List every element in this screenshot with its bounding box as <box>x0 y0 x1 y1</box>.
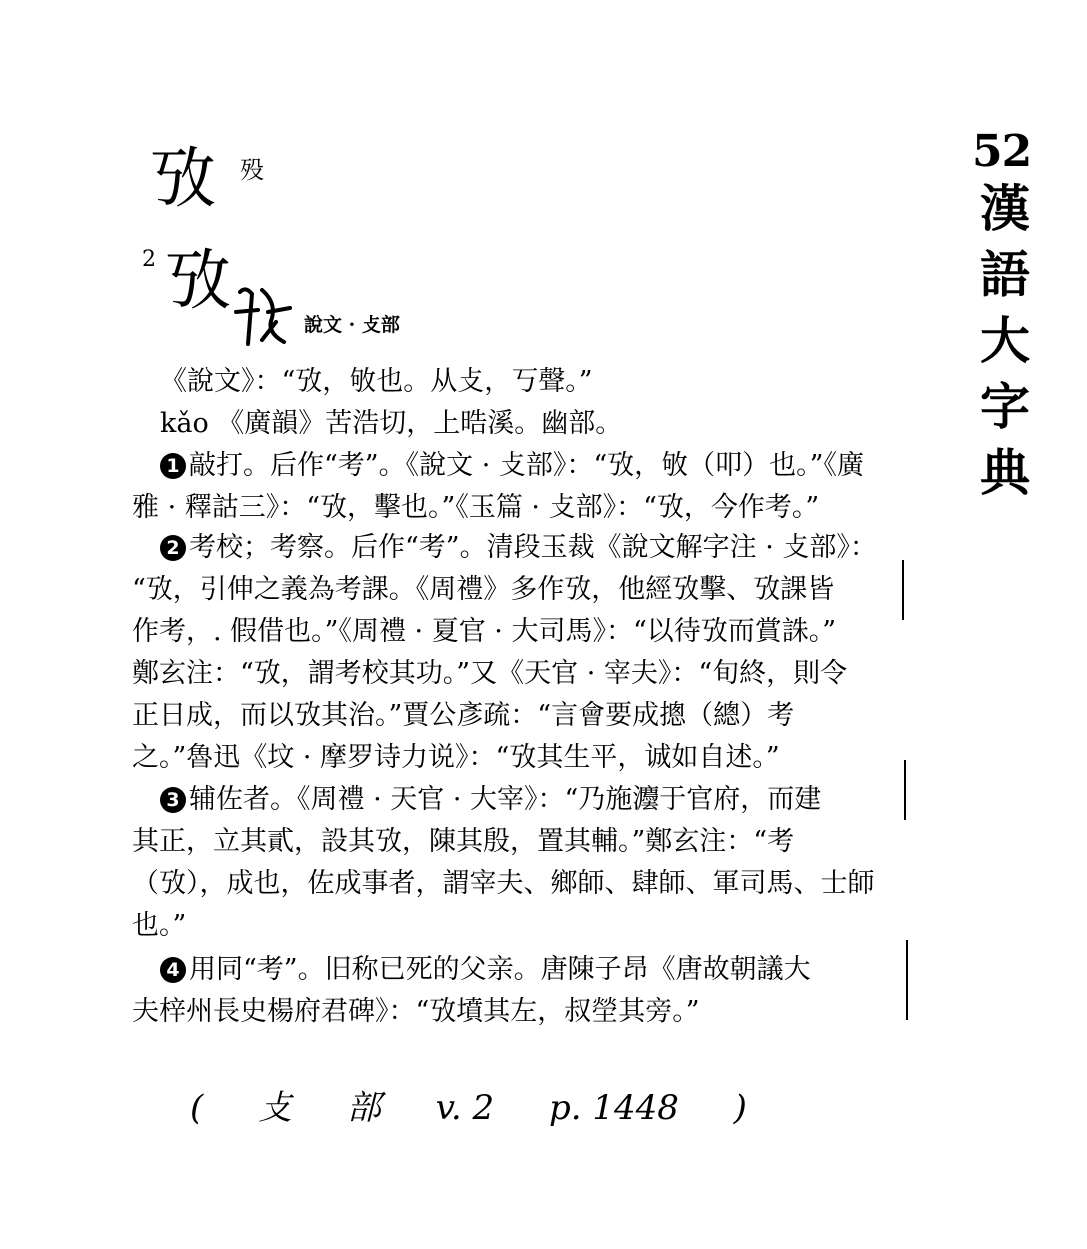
head-character: 攷 <box>150 140 216 217</box>
variant-character: 殁 <box>240 156 264 184</box>
dictionary-title <box>975 176 1035 506</box>
entry-number: 2 <box>142 247 156 272</box>
sense-line: 其正，立其貳，設其攷，陳其殷，置其輔。”鄭玄注：“考 <box>132 826 795 857</box>
footer-close: ) <box>733 1088 747 1128</box>
sense-line <box>160 780 821 820</box>
head-character-2: 攷 <box>165 242 231 319</box>
sense-number: 2 <box>160 535 186 561</box>
sense-number: 1 <box>160 453 186 479</box>
footer-page: p. 1448 <box>548 1088 679 1128</box>
title-char: 字 <box>980 377 1030 436</box>
scan-edge-line <box>904 760 906 820</box>
sense-number: 3 <box>160 787 186 813</box>
sense-line: 正日成，而以攷其治。”賈公彥疏：“言會要成摠（總）考 <box>132 700 795 731</box>
footer-open: ( <box>190 1088 204 1128</box>
sense-text: 辅佐者。《周禮 · 天官 · 大宰》：“乃施灋于官府，而建 <box>189 784 822 815</box>
sense-line <box>160 950 811 990</box>
sense-line <box>160 528 877 568</box>
sense-text: 考校；考察。后作“考”。清段玉裁《說文解字注 · 攴部》： <box>189 532 877 563</box>
page-number: 52 <box>972 126 1032 177</box>
sense-line: 也。” <box>132 910 187 941</box>
footer-volume: v. 2 <box>435 1088 495 1128</box>
seal-script-glyph <box>232 282 294 352</box>
sense-line: 作考，. 假借也。”《周禮 · 夏官 · 大司馬》：“以待攷而賞誅。” <box>132 616 837 647</box>
sense-line: 鄭玄注：“攷，謂考校其功。”又《天官 · 宰夫》：“旬終，則令 <box>132 658 848 689</box>
footer-radical: 攴 <box>258 1088 293 1128</box>
title-char: 大 <box>980 311 1030 370</box>
sense-line: 夫梓州長史楊府君碑》：“攷墳其左，叔塋其旁。” <box>132 996 700 1027</box>
definition-line: 《說文》：“攷，敂也。从攴，丂聲。” <box>160 366 593 397</box>
pronunciation-line: kǎo 《廣韻》苦浩切，上晧溪。幽部。 <box>160 408 623 439</box>
sense-line <box>160 446 864 486</box>
sense-text: 敲打。后作“考”。《說文 · 攴部》：“攷，敂（叩）也。”《廣 <box>189 450 864 481</box>
footer-part: 部 <box>346 1088 381 1128</box>
sense-line: 雅 · 釋詁三》：“攷，擊也。”《玉篇 · 攴部》：“攷，今作考。” <box>132 492 820 523</box>
title-char: 漢 <box>980 179 1030 238</box>
title-char: 典 <box>980 443 1030 502</box>
scan-edge-line <box>902 560 904 620</box>
scan-edge-line <box>906 940 908 1020</box>
sense-line: “攷，引伸之義為考課。《周禮》多作攷，他經攷擊、攷課皆 <box>132 574 835 605</box>
seal-source: 說文 · 攴部 <box>304 314 400 336</box>
sense-number: 4 <box>160 957 186 983</box>
sense-line: 之。”魯迅《坟 · 摩罗诗力说》：“攷其生平，诚如自述。” <box>132 742 780 773</box>
handwritten-reference <box>190 1080 791 1129</box>
sense-text: 用同“考”。旧称已死的父亲。唐陳子昂《唐故朝議大 <box>189 954 811 985</box>
sense-line: （攷），成也，佐成事者，謂宰夫、鄉師、肆師、軍司馬、士師 <box>132 868 875 899</box>
title-char: 語 <box>980 245 1030 304</box>
